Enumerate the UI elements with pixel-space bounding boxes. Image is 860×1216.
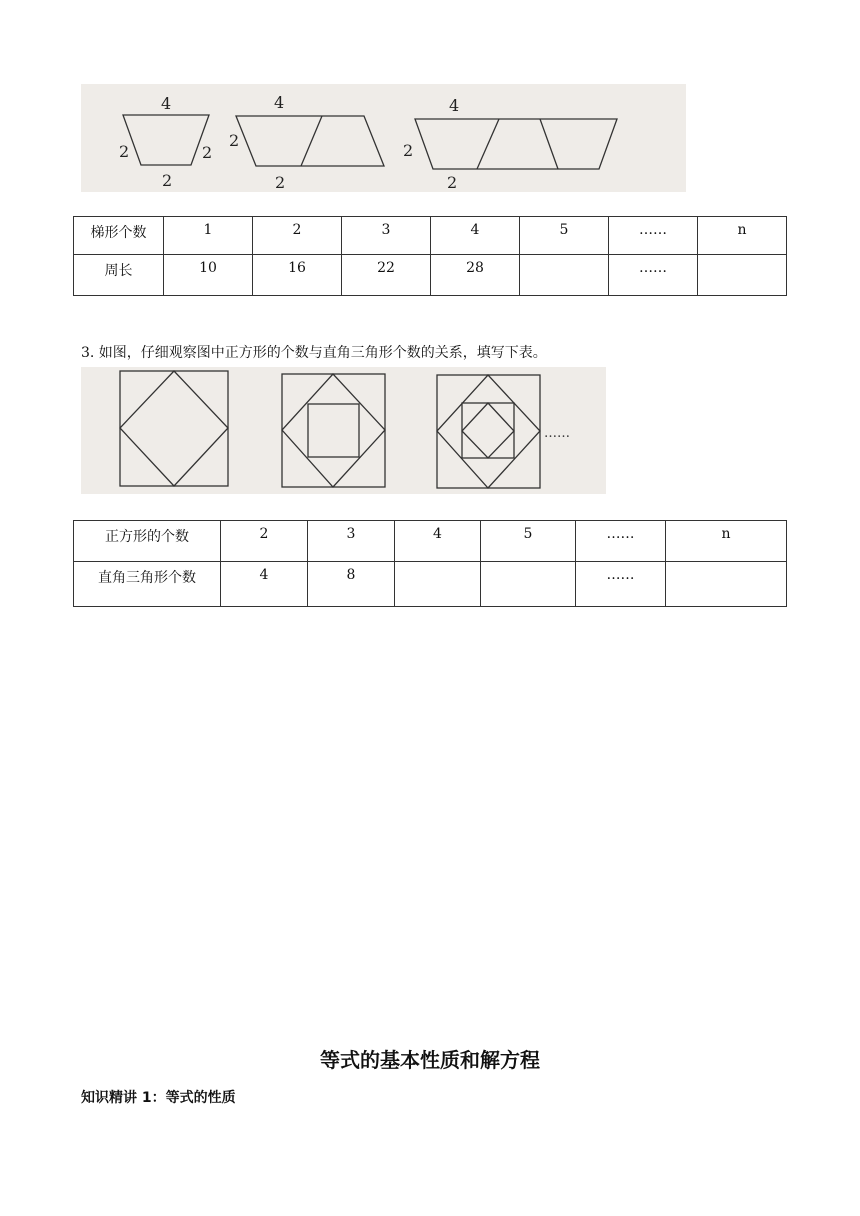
table-header-cell: 4 bbox=[431, 217, 520, 255]
table-row bbox=[74, 562, 787, 607]
section-title: 等式的基本性质和解方程 bbox=[320, 1048, 540, 1072]
square-1-outer bbox=[120, 371, 228, 486]
table-header-cell: 1 bbox=[164, 217, 253, 255]
squares-triangles-table bbox=[73, 520, 787, 607]
table-header-cell: 5 bbox=[520, 217, 609, 255]
table-cell: 10 bbox=[164, 255, 253, 296]
t3-left-label: 2 bbox=[403, 141, 414, 160]
square-2-inner bbox=[308, 404, 359, 457]
table-row bbox=[74, 255, 787, 296]
table-cell: 8 bbox=[308, 562, 395, 607]
square-2-diamond bbox=[282, 374, 385, 487]
square-3-outer bbox=[437, 375, 540, 488]
table-header-cell: 2 bbox=[221, 521, 308, 562]
answer-cell[interactable] bbox=[698, 255, 787, 296]
table-cell: 22 bbox=[342, 255, 431, 296]
square-2-outer bbox=[282, 374, 385, 487]
squares-ellipsis: …… bbox=[544, 426, 570, 441]
table-cell: 直角三角形个数 bbox=[74, 562, 221, 607]
answer-cell[interactable] bbox=[520, 255, 609, 296]
t1-bottom-label: 2 bbox=[162, 171, 173, 190]
square-3-inner bbox=[462, 403, 514, 458]
trapezoid-1 bbox=[123, 115, 209, 165]
table-header-cell: n bbox=[698, 217, 787, 255]
nested-squares-diagram bbox=[81, 367, 606, 494]
t2-bottom-label: 2 bbox=[275, 173, 286, 192]
trapezoid-figure bbox=[81, 84, 686, 192]
table-header-cell: 梯形个数 bbox=[74, 217, 164, 255]
answer-cell[interactable] bbox=[395, 562, 481, 607]
table-cell: 28 bbox=[431, 255, 520, 296]
table-header-cell: …… bbox=[576, 521, 666, 562]
t3-bottom-label: 2 bbox=[447, 173, 458, 192]
table-cell: 周长 bbox=[74, 255, 164, 296]
trapezoid-3-outline bbox=[415, 119, 617, 169]
table-header-cell: 3 bbox=[342, 217, 431, 255]
t1-top-label: 4 bbox=[161, 94, 172, 113]
question-3-text: 3. 如图，仔细观察图中正方形的个数与直角三角形个数的关系，填写下表。 bbox=[81, 345, 547, 361]
table-cell: …… bbox=[576, 562, 666, 607]
trapezoid-2-divider bbox=[301, 116, 322, 166]
t2-top-label: 4 bbox=[274, 93, 285, 112]
trapezoid-perimeter-table bbox=[73, 216, 787, 296]
table-row bbox=[74, 521, 787, 562]
nested-squares-figure bbox=[81, 367, 606, 494]
trapezoid-diagram bbox=[81, 84, 686, 192]
table-header-cell: 4 bbox=[395, 521, 481, 562]
t3-top-label: 4 bbox=[449, 96, 460, 115]
table-row bbox=[74, 217, 787, 255]
trapezoid-3-divider-2 bbox=[540, 119, 558, 169]
table-cell: 16 bbox=[253, 255, 342, 296]
square-1-diamond bbox=[120, 371, 228, 486]
section-subtitle: 知识精讲 1：等式的性质 bbox=[81, 1090, 236, 1106]
square-3-diamond bbox=[437, 375, 540, 488]
table-header-cell: n bbox=[666, 521, 787, 562]
table-header-cell: …… bbox=[609, 217, 698, 255]
answer-cell[interactable] bbox=[666, 562, 787, 607]
t2-left-label: 2 bbox=[229, 131, 240, 150]
table-cell: …… bbox=[609, 255, 698, 296]
t1-left-label: 2 bbox=[119, 142, 130, 161]
table-header-cell: 3 bbox=[308, 521, 395, 562]
answer-cell[interactable] bbox=[481, 562, 576, 607]
table-header-cell: 5 bbox=[481, 521, 576, 562]
table-header-cell: 正方形的个数 bbox=[74, 521, 221, 562]
trapezoid-3-divider-1 bbox=[477, 119, 499, 169]
table-header-cell: 2 bbox=[253, 217, 342, 255]
table-cell: 4 bbox=[221, 562, 308, 607]
trapezoid-2-outline bbox=[236, 116, 384, 166]
square-3-inner-diamond bbox=[462, 403, 514, 458]
t1-right-label: 2 bbox=[202, 143, 213, 162]
